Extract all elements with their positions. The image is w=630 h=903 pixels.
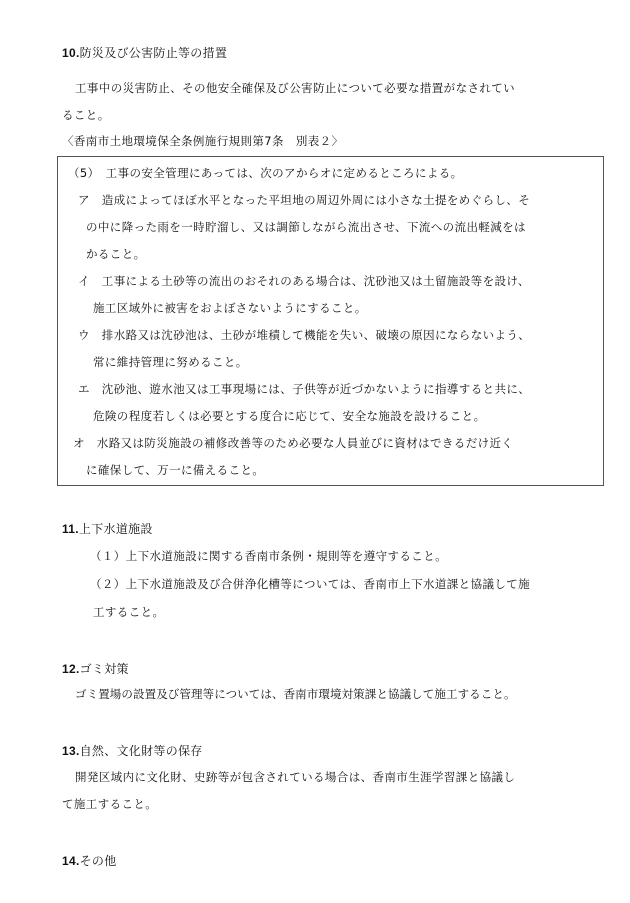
box-item-o-line-1: オ 水路又は防災施設の補修改善等のため必要な人員並びに資材はできるだけ近く	[73, 436, 514, 450]
section-12-heading	[62, 660, 129, 677]
section-10-reference: 〈香南市土地環境保全条例施行規則第7条 別表２〉	[62, 134, 344, 148]
section-12-body-line-1: ゴミ置場の設置及び管理等については、香南市環境対策課と協議して施工すること。	[75, 687, 516, 701]
section-12-title: ゴミ対策	[79, 662, 129, 676]
box-item-e-line-1: エ 沈砂池、遊水池又は工事現場には、子供等が近づかないように指導すると共に、	[78, 382, 531, 396]
box-item-u-line-1: ウ 排水路又は沈砂池は、土砂が堆積して機能を失い、破壊の原因にならないよう、	[78, 328, 531, 342]
section-14-title: その他	[79, 854, 117, 868]
section-11-item-2-line-1: （２）上下水道施設及び合併浄化槽等については、香南市上下水道課と協議して施	[90, 577, 531, 591]
section-11-heading	[62, 520, 153, 537]
section-13-title: 自然、文化財等の保存	[79, 744, 203, 758]
section-13-body-line-1: 開発区域内に文化財、史跡等が包含されている場合は、香南市生涯学習課と協議し	[75, 770, 516, 784]
box-intro: （5） 工事の安全管理にあっては、次のアからオに定めるところによる。	[68, 166, 463, 180]
section-11-item-2-line-2: 工すること。	[93, 605, 165, 619]
section-11-number: 11.	[62, 522, 79, 536]
box-item-a-line-2: の中に降った雨を一時貯溜し、又は調節しながら流出させ、下流への流出軽減をは	[86, 220, 526, 234]
box-item-u-line-2: 常に維持管理に努めること。	[93, 355, 248, 369]
box-item-i-line-1: イ 工事による土砂等の流出のおそれのある場合は、沈砂池又は土留施設等を設け、	[78, 274, 530, 288]
box-item-e-line-2: 危険の程度若しくは必要とする度合に応じて、安全な施設を設けること。	[93, 409, 486, 423]
box-item-o-line-2: に確保して、万一に備えること。	[86, 463, 265, 477]
box-item-i-line-2: 施工区域外に被害をおよぼさないようにすること。	[93, 301, 367, 315]
box-item-a-line-1: ア 造成によってほぼ水平となった平坦地の周辺外周には小さな土提をめぐらし、そ	[78, 193, 531, 207]
section-11-title: 上下水道施設	[78, 522, 153, 536]
section-10-body-line-1: 工事中の災害防止、その他安全確保及び公害防止について必要な措置がなされてい	[75, 81, 516, 95]
section-14-heading	[62, 852, 117, 869]
section-12-number: 12.	[62, 662, 80, 676]
box-item-a-line-3: かること。	[86, 247, 146, 261]
section-10-heading	[62, 44, 227, 61]
section-13-heading	[62, 742, 203, 759]
section-13-number: 13.	[62, 744, 80, 758]
section-10-title: 防災及び公害防止等の措置	[79, 46, 228, 60]
section-10-number: 10.	[62, 46, 80, 60]
section-13-body-line-2: て施工すること。	[62, 797, 158, 811]
section-10-body-line-2: ること。	[62, 108, 110, 122]
section-11-item-1: （１）上下水道施設に関する香南市条例・規則等を遵守すること。	[90, 549, 447, 563]
section-14-number: 14.	[62, 854, 80, 868]
